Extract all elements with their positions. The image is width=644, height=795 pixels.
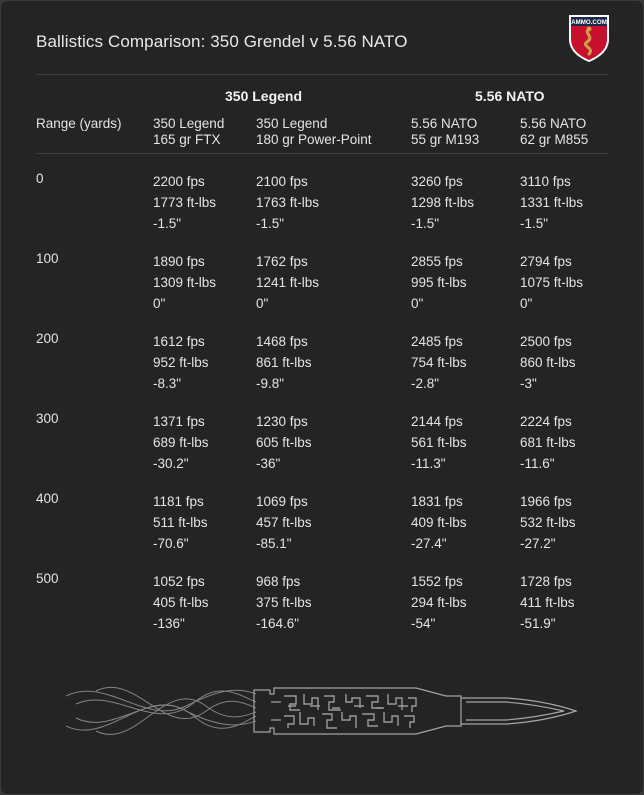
data-cell: 1052 fps 405 ft-lbs -136" bbox=[153, 574, 209, 631]
data-cell: 3110 fps 1331 ft-lbs -1.5" bbox=[520, 174, 584, 231]
range-value: 200 bbox=[36, 331, 59, 346]
data-cell: 1612 fps 952 ft-lbs -8.3" bbox=[153, 334, 209, 391]
data-cell: 2100 fps 1763 ft-lbs -1.5" bbox=[256, 174, 320, 231]
data-cell: 1762 fps 1241 ft-lbs 0" bbox=[256, 254, 320, 311]
data-cell: 3260 fps 1298 ft-lbs -1.5" bbox=[411, 174, 475, 231]
table-row bbox=[1, 411, 643, 481]
column-header-556-m193: 5.56 NATO 55 gr M193 bbox=[411, 116, 480, 147]
table-row bbox=[1, 571, 643, 641]
table-row bbox=[1, 171, 643, 241]
data-cell: 1552 fps 294 ft-lbs -54" bbox=[411, 574, 467, 631]
svg-text:AMMO.COM: AMMO.COM bbox=[571, 19, 607, 26]
data-cell: 1966 fps 532 ft-lbs -27.2" bbox=[520, 494, 576, 551]
bullet-cartridge-icon bbox=[66, 666, 578, 756]
data-cell: 1728 fps 411 ft-lbs -51.9" bbox=[520, 574, 575, 631]
data-cell: 2855 fps 995 ft-lbs 0" bbox=[411, 254, 467, 311]
data-cell: 968 fps 375 ft-lbs -164.6" bbox=[256, 574, 312, 631]
data-cell: 2485 fps 754 ft-lbs -2.8" bbox=[411, 334, 467, 391]
column-header-350-165ftx: 350 Legend 165 gr FTX bbox=[153, 116, 225, 147]
group-header-350-legend: 350 Legend bbox=[225, 88, 303, 104]
range-value: 300 bbox=[36, 411, 59, 426]
data-cell: 1069 fps 457 ft-lbs -85.1" bbox=[256, 494, 312, 551]
data-cell: 1230 fps 605 ft-lbs -36" bbox=[256, 414, 312, 471]
data-cell: 1890 fps 1309 ft-lbs 0" bbox=[153, 254, 217, 311]
data-cell: 2500 fps 860 ft-lbs -3" bbox=[520, 334, 576, 391]
range-value: 500 bbox=[36, 571, 59, 586]
data-cell: 1831 fps 409 ft-lbs -27.4" bbox=[411, 494, 467, 551]
data-cell: 2794 fps 1075 ft-lbs 0" bbox=[520, 254, 584, 311]
data-cell: 1181 fps 511 ft-lbs -70.6" bbox=[153, 494, 208, 551]
page-title: Ballistics Comparison: 350 Grendel v 5.56 NATO bbox=[36, 32, 408, 51]
table-row bbox=[1, 251, 643, 321]
header-divider-top bbox=[36, 74, 609, 75]
data-cell: 2200 fps 1773 ft-lbs -1.5" bbox=[153, 174, 217, 231]
ballistics-card bbox=[1, 1, 643, 794]
range-value: 400 bbox=[36, 491, 59, 506]
range-column-header: Range (yards) bbox=[36, 116, 122, 131]
column-header-350-180pp: 350 Legend 180 gr Power-Point bbox=[256, 116, 372, 147]
data-cell: 2224 fps 681 ft-lbs -11.6" bbox=[520, 414, 576, 471]
column-header-556-m855: 5.56 NATO 62 gr M855 bbox=[520, 116, 589, 147]
data-cell: 2144 fps 561 ft-lbs -11.3" bbox=[411, 414, 467, 471]
table-row bbox=[1, 331, 643, 401]
ammo-com-shield-icon bbox=[567, 13, 611, 63]
group-header-556-nato: 5.56 NATO bbox=[475, 88, 545, 104]
range-value: 0 bbox=[36, 171, 44, 186]
table-row bbox=[1, 491, 643, 561]
data-cell: 1371 fps 689 ft-lbs -30.2" bbox=[153, 414, 209, 471]
range-value: 100 bbox=[36, 251, 59, 266]
header-divider-bottom bbox=[36, 153, 609, 154]
data-cell: 1468 fps 861 ft-lbs -9.8" bbox=[256, 334, 312, 391]
